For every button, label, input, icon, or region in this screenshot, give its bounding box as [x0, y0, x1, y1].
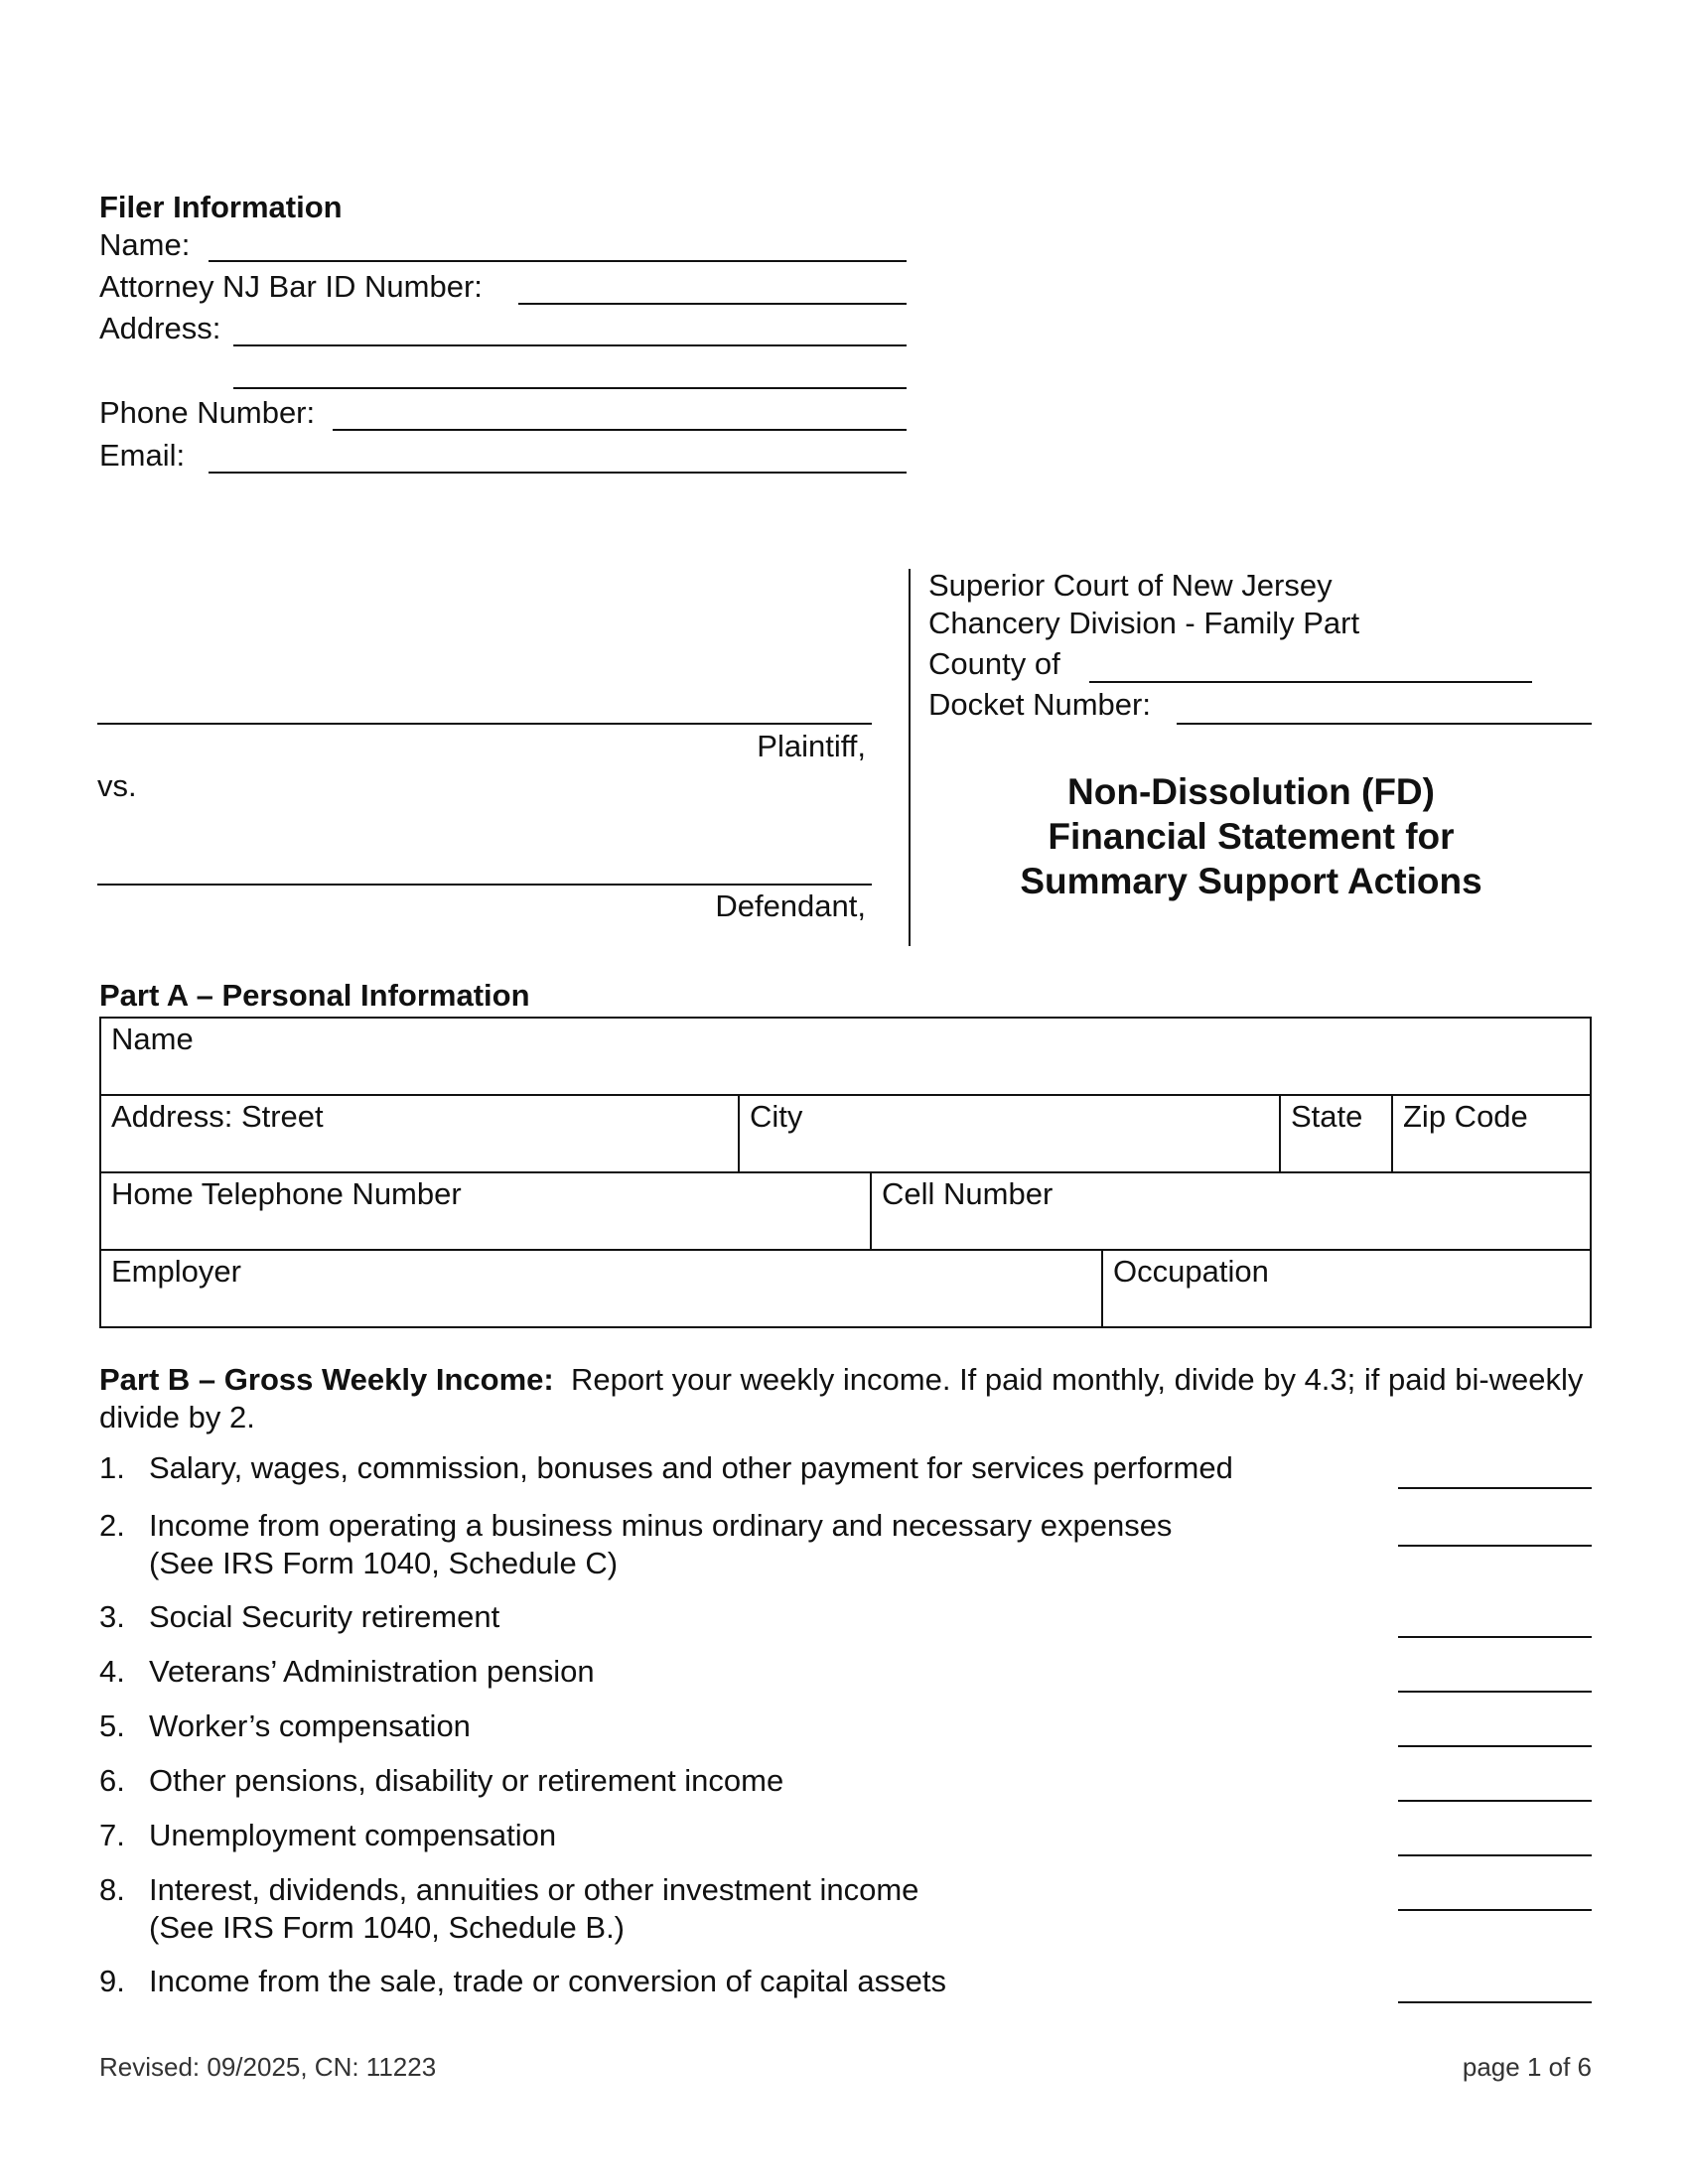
- county-label: County of: [928, 646, 1060, 681]
- item-business-income-amount-field[interactable]: [1398, 1545, 1592, 1547]
- name-cell[interactable]: [100, 1018, 1591, 1095]
- item-va-pension-amount-field[interactable]: [1398, 1691, 1592, 1693]
- item-investment-income-amount-field[interactable]: [1398, 1909, 1592, 1911]
- item-salary-amount-field[interactable]: [1398, 1487, 1592, 1489]
- home-phone-cell[interactable]: [101, 1173, 871, 1249]
- page-number: page 1 of 6: [1462, 2052, 1592, 2082]
- item-workers-comp-label: Worker’s compensation: [149, 1708, 471, 1743]
- part-a-heading: Part A – Personal Information: [99, 978, 530, 1013]
- docket-label: Docket Number:: [928, 687, 1151, 722]
- street-cell[interactable]: [101, 1096, 739, 1171]
- occupation-cell[interactable]: [1102, 1251, 1590, 1326]
- item-social-security-label: Social Security retirement: [149, 1599, 500, 1634]
- revision-note: Revised: 09/2025, CN: 11223: [99, 2052, 437, 2082]
- occupation-label: Occupation: [1113, 1254, 1269, 1289]
- item-number: 4.: [99, 1654, 125, 1689]
- item-business-income-note: (See IRS Form 1040, Schedule C): [149, 1546, 619, 1580]
- item-number: 5.: [99, 1708, 125, 1743]
- cell-number-label: Cell Number: [882, 1176, 1054, 1211]
- item-salary-label: Salary, wages, commission, bonuses and other payment for services performed: [149, 1450, 1233, 1485]
- filer-name-field[interactable]: [209, 260, 907, 262]
- filer-email-label: Email:: [99, 438, 186, 473]
- filer-information-heading: Filer Information: [99, 190, 343, 224]
- filer-phone-field[interactable]: [333, 429, 907, 431]
- state-cell[interactable]: [1280, 1096, 1392, 1171]
- item-business-income-label: Income from operating a business minus ordinary and necessary expenses: [149, 1508, 1173, 1543]
- home-phone-label: Home Telephone Number: [111, 1176, 462, 1211]
- form-title-line-1: Non-Dissolution (FD): [1067, 771, 1435, 812]
- item-investment-income-label: Interest, dividends, annuities or other investment income: [149, 1872, 919, 1907]
- part-b-instructions: Report your weekly income. If paid monthly, divide by 4.3; if paid bi-weekly divide by 2.: [99, 1362, 1584, 1434]
- item-number: 8.: [99, 1872, 125, 1907]
- state-label: State: [1291, 1099, 1363, 1134]
- item-number: 9.: [99, 1964, 125, 1998]
- filer-bar-id-label: Attorney NJ Bar ID Number:: [99, 269, 483, 304]
- cell-number-cell[interactable]: [871, 1173, 1590, 1249]
- form-title-line-3: Summary Support Actions: [1020, 861, 1482, 901]
- item-number: 1.: [99, 1450, 125, 1485]
- filer-bar-id-field[interactable]: [518, 303, 907, 305]
- phone-row: [100, 1172, 1591, 1250]
- item-social-security-amount-field[interactable]: [1398, 1636, 1592, 1638]
- court-name: Superior Court of New Jersey: [928, 568, 1333, 603]
- item-number: 7.: [99, 1818, 125, 1852]
- item-other-pensions-label: Other pensions, disability or retirement income: [149, 1763, 784, 1798]
- zip-label: Zip Code: [1403, 1099, 1528, 1134]
- item-unemployment-amount-field[interactable]: [1398, 1854, 1592, 1856]
- plaintiff-label: Plaintiff,: [757, 729, 866, 763]
- plaintiff-name-field[interactable]: [97, 723, 872, 725]
- item-number: 3.: [99, 1599, 125, 1634]
- filer-email-field[interactable]: [209, 472, 907, 474]
- part-b-intro-block: [99, 1361, 1599, 1436]
- part-b-heading: Part B – Gross Weekly Income:: [99, 1362, 554, 1397]
- form-title-line-2: Financial Statement for: [1048, 816, 1455, 857]
- item-investment-income-note: (See IRS Form 1040, Schedule B.): [149, 1910, 626, 1945]
- docket-number-field[interactable]: [1177, 723, 1592, 725]
- item-workers-comp-amount-field[interactable]: [1398, 1745, 1592, 1747]
- zip-cell[interactable]: [1392, 1096, 1590, 1171]
- filer-address-label: Address:: [99, 311, 221, 345]
- county-field[interactable]: [1089, 681, 1532, 683]
- filer-address-field-1[interactable]: [233, 344, 907, 346]
- form-title: [983, 769, 1519, 903]
- city-cell[interactable]: [739, 1096, 1280, 1171]
- item-va-pension-label: Veterans’ Administration pension: [149, 1654, 595, 1689]
- item-capital-assets-label: Income from the sale, trade or conversion of capital assets: [149, 1964, 946, 1998]
- filer-phone-label: Phone Number:: [99, 395, 316, 430]
- item-number: 2.: [99, 1508, 125, 1543]
- employer-cell[interactable]: [101, 1251, 1102, 1326]
- defendant-label: Defendant,: [715, 888, 866, 923]
- defendant-name-field[interactable]: [97, 884, 872, 886]
- employer-label: Employer: [111, 1254, 241, 1289]
- caption-divider: [909, 569, 911, 946]
- name-label: Name: [111, 1022, 194, 1056]
- filer-address-field-2[interactable]: [233, 387, 907, 389]
- street-label: Address: Street: [111, 1099, 324, 1134]
- employment-row: [100, 1250, 1591, 1327]
- item-number: 6.: [99, 1763, 125, 1798]
- address-row: [100, 1095, 1591, 1172]
- item-other-pensions-amount-field[interactable]: [1398, 1800, 1592, 1802]
- item-unemployment-label: Unemployment compensation: [149, 1818, 557, 1852]
- city-label: City: [750, 1099, 803, 1134]
- item-capital-assets-amount-field[interactable]: [1398, 2001, 1592, 2003]
- versus-label: vs.: [97, 768, 137, 803]
- filer-name-label: Name:: [99, 227, 191, 262]
- court-division: Chancery Division - Family Part: [928, 606, 1360, 640]
- personal-information-table: [99, 1017, 1592, 1328]
